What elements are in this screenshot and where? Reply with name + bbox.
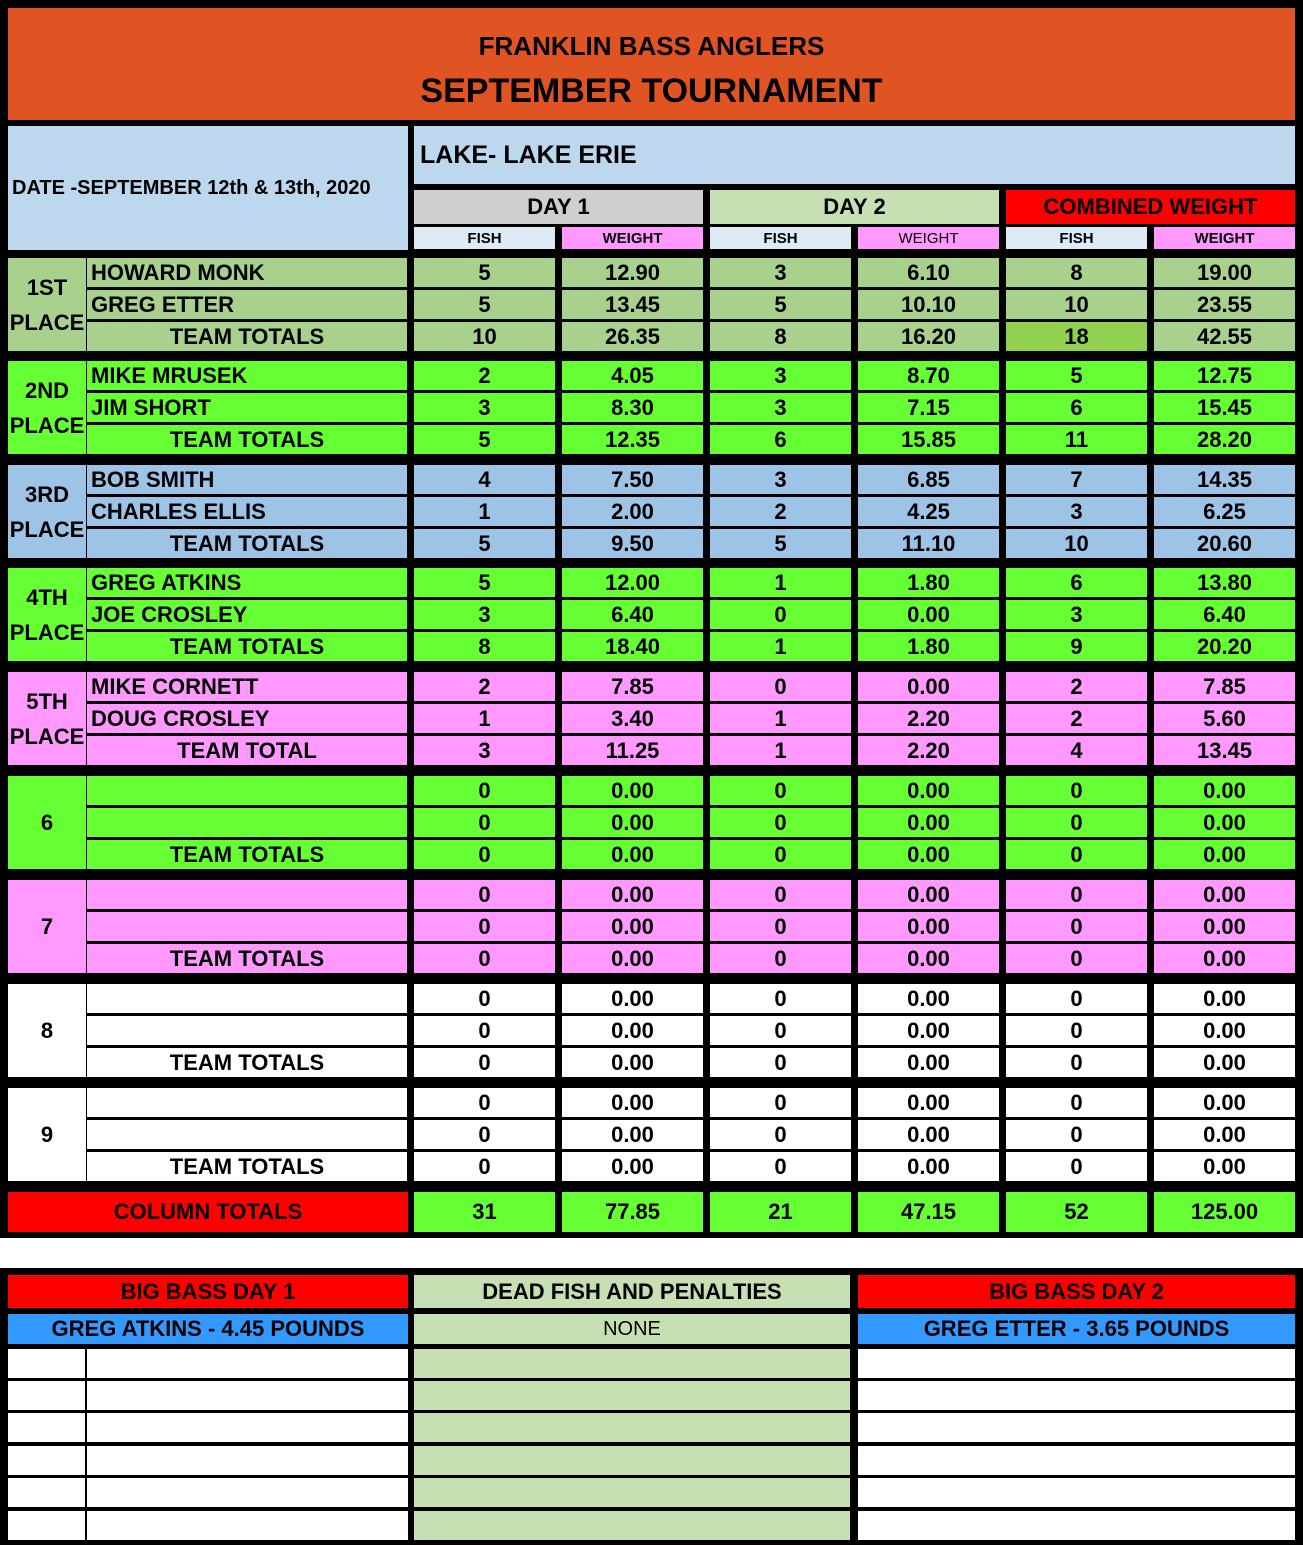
value-d2w: 6.10 — [858, 258, 999, 287]
blank-cell — [8, 1511, 85, 1540]
day2-fish-subheader: FISH — [710, 227, 851, 249]
value-cw: 20.60 — [1154, 529, 1295, 558]
value-d1w: 9.50 — [562, 529, 703, 558]
value-d1w: 12.35 — [562, 425, 703, 454]
value-cw: 15.45 — [1154, 393, 1295, 422]
value-cw: 6.40 — [1154, 600, 1295, 629]
place-label-text: PLACE — [9, 309, 85, 335]
value-cf: 10 — [1006, 529, 1147, 558]
tournament-title: SEPTEMBER TOURNAMENT — [8, 62, 1295, 120]
value-d2w: 0.00 — [858, 672, 999, 701]
angler-name — [87, 984, 407, 1013]
value-cw: 0.00 — [1154, 840, 1295, 869]
blank-cell — [858, 1349, 1295, 1378]
value-d1w: 18.40 — [562, 632, 703, 661]
value-cw: 0.00 — [1154, 776, 1295, 805]
place-label-text: 8 — [40, 1018, 54, 1043]
angler-name: BOB SMITH — [87, 465, 407, 494]
total-d1f: 31 — [414, 1192, 555, 1232]
blank-cell — [87, 1478, 408, 1507]
place-label-text: PLACE — [9, 723, 85, 749]
value-cw: 42.55 — [1154, 322, 1295, 351]
place-label-text: 5TH — [26, 688, 68, 714]
value-d2w: 10.10 — [858, 290, 999, 319]
value-cw: 23.55 — [1154, 290, 1295, 319]
column-totals-label: COLUMN TOTALS — [8, 1192, 408, 1232]
value-d1f: 0 — [414, 1120, 555, 1149]
place-label-text: 3RD — [24, 481, 69, 507]
blank-cell — [414, 1381, 850, 1410]
value-d2f: 2 — [710, 497, 851, 526]
blank-cell — [414, 1413, 850, 1442]
total-d1w: 77.85 — [562, 1192, 703, 1232]
angler-name: HOWARD MONK — [87, 258, 407, 287]
value-d1w: 26.35 — [562, 322, 703, 351]
value-d2w: 1.80 — [858, 568, 999, 597]
value-d1f: 5 — [414, 290, 555, 319]
value-d2f: 5 — [710, 290, 851, 319]
total-cf: 52 — [1006, 1192, 1147, 1232]
blank-cell — [414, 1478, 850, 1507]
value-d1w: 4.05 — [562, 361, 703, 390]
value-cw: 0.00 — [1154, 1152, 1295, 1181]
value-d2f: 0 — [710, 880, 851, 909]
value-d2f: 1 — [710, 568, 851, 597]
big-bass-day2-value: GREG ETTER - 3.65 POUNDS — [858, 1314, 1295, 1344]
value-cf: 5 — [1006, 361, 1147, 390]
value-cf: 0 — [1006, 880, 1147, 909]
place-label — [8, 568, 86, 661]
blank-cell — [87, 1413, 408, 1442]
value-d1w: 0.00 — [562, 880, 703, 909]
value-d1f: 1 — [414, 497, 555, 526]
angler-name: DOUG CROSLEY — [87, 704, 407, 733]
value-d2f: 1 — [710, 736, 851, 765]
value-d2w: 11.10 — [858, 529, 999, 558]
value-d2f: 1 — [710, 704, 851, 733]
value-d2f: 3 — [710, 361, 851, 390]
value-cf: 0 — [1006, 984, 1147, 1013]
value-d2w: 0.00 — [858, 1120, 999, 1149]
value-cw: 5.60 — [1154, 704, 1295, 733]
place-label-text: 9 — [40, 1122, 54, 1147]
dead-fish-header: DEAD FISH AND PENALTIES — [414, 1275, 850, 1308]
value-d1f: 3 — [414, 393, 555, 422]
value-d2w: 0.00 — [858, 1016, 999, 1045]
value-d1w: 0.00 — [562, 808, 703, 837]
value-d2w: 0.00 — [858, 984, 999, 1013]
value-d1w: 0.00 — [562, 912, 703, 941]
total-cw: 125.00 — [1154, 1192, 1295, 1232]
value-cf: 6 — [1006, 393, 1147, 422]
value-cf: 6 — [1006, 568, 1147, 597]
blank-cell — [8, 1381, 85, 1410]
value-d1f: 0 — [414, 880, 555, 909]
day1-weight-subheader: WEIGHT — [562, 227, 703, 249]
blank-cell — [858, 1478, 1295, 1507]
value-d2f: 0 — [710, 912, 851, 941]
blank-cell — [858, 1381, 1295, 1410]
value-d2w: 0.00 — [858, 1048, 999, 1077]
value-d1f: 4 — [414, 465, 555, 494]
value-cw: 14.35 — [1154, 465, 1295, 494]
value-cf: 0 — [1006, 1016, 1147, 1045]
value-d2f: 0 — [710, 672, 851, 701]
value-d1f: 0 — [414, 1048, 555, 1077]
value-d1w: 12.00 — [562, 568, 703, 597]
value-d2f: 5 — [710, 529, 851, 558]
value-d1f: 0 — [414, 1016, 555, 1045]
team-totals-label: TEAM TOTALS — [87, 1048, 407, 1077]
value-d1w: 0.00 — [562, 840, 703, 869]
value-d2f: 0 — [710, 1048, 851, 1077]
angler-name — [87, 880, 407, 909]
value-d1w: 7.85 — [562, 672, 703, 701]
angler-name: CHARLES ELLIS — [87, 497, 407, 526]
value-d1f: 3 — [414, 736, 555, 765]
value-d2f: 1 — [710, 632, 851, 661]
place-label — [8, 984, 86, 1077]
blank-cell — [87, 1446, 408, 1475]
blank-cell — [858, 1511, 1295, 1540]
value-d2w: 2.20 — [858, 736, 999, 765]
value-d1f: 10 — [414, 322, 555, 351]
blank-cell — [87, 1511, 408, 1540]
place-label-text: PLACE — [9, 516, 85, 542]
blank-cell — [414, 1349, 850, 1378]
value-d1f: 0 — [414, 808, 555, 837]
club-name: FRANKLIN BASS ANGLERS — [8, 8, 1295, 68]
value-d2f: 0 — [710, 1088, 851, 1117]
place-label — [8, 1088, 86, 1181]
value-cf: 2 — [1006, 672, 1147, 701]
place-label — [8, 258, 86, 351]
value-cf: 7 — [1006, 465, 1147, 494]
value-cw: 0.00 — [1154, 808, 1295, 837]
value-d2f: 0 — [710, 1152, 851, 1181]
blank-cell — [8, 1349, 85, 1378]
angler-name: MIKE MRUSEK — [87, 361, 407, 390]
value-d1f: 2 — [414, 672, 555, 701]
lake-label: LAKE- LAKE ERIE — [414, 126, 1295, 184]
angler-name: GREG ATKINS — [87, 568, 407, 597]
value-d2f: 3 — [710, 258, 851, 287]
combined-weight-header: COMBINED WEIGHT — [1006, 190, 1295, 224]
value-d1f: 0 — [414, 912, 555, 941]
value-cw: 0.00 — [1154, 1016, 1295, 1045]
value-d2f: 0 — [710, 1016, 851, 1045]
value-d1f: 0 — [414, 984, 555, 1013]
value-cw: 28.20 — [1154, 425, 1295, 454]
value-d2f: 0 — [710, 776, 851, 805]
value-cf: 4 — [1006, 736, 1147, 765]
angler-name: MIKE CORNETT — [87, 672, 407, 701]
combined-weight-subheader: WEIGHT — [1154, 227, 1295, 249]
value-d2w: 16.20 — [858, 322, 999, 351]
big-bass-day1-value: GREG ATKINS - 4.45 POUNDS — [8, 1314, 408, 1344]
value-d2w: 6.85 — [858, 465, 999, 494]
angler-name — [87, 912, 407, 941]
value-d1w: 0.00 — [562, 1120, 703, 1149]
value-d2f: 0 — [710, 1120, 851, 1149]
value-d1w: 0.00 — [562, 944, 703, 973]
blank-cell — [8, 1446, 85, 1475]
value-cw: 0.00 — [1154, 944, 1295, 973]
value-cf: 9 — [1006, 632, 1147, 661]
total-d2f: 21 — [710, 1192, 851, 1232]
team-totals-label: TEAM TOTAL — [87, 736, 407, 765]
value-d2w: 0.00 — [858, 808, 999, 837]
place-label-text: 6 — [40, 810, 54, 835]
day1-header: DAY 1 — [414, 190, 703, 224]
value-cw: 0.00 — [1154, 1048, 1295, 1077]
value-d1f: 5 — [414, 258, 555, 287]
value-cf: 0 — [1006, 944, 1147, 973]
value-d1w: 0.00 — [562, 776, 703, 805]
value-cw: 0.00 — [1154, 1088, 1295, 1117]
blank-cell — [87, 1381, 408, 1410]
value-d1f: 5 — [414, 568, 555, 597]
value-cf: 0 — [1006, 1088, 1147, 1117]
value-d1f: 5 — [414, 529, 555, 558]
day1-fish-subheader: FISH — [414, 227, 555, 249]
value-d1w: 3.40 — [562, 704, 703, 733]
value-d1w: 6.40 — [562, 600, 703, 629]
value-d2w: 2.20 — [858, 704, 999, 733]
value-cw: 7.85 — [1154, 672, 1295, 701]
value-d2w: 0.00 — [858, 840, 999, 869]
blank-cell — [8, 1478, 85, 1507]
value-d1f: 0 — [414, 944, 555, 973]
value-d2w: 7.15 — [858, 393, 999, 422]
value-d2w: 15.85 — [858, 425, 999, 454]
place-label-text: PLACE — [9, 619, 85, 645]
value-d2f: 3 — [710, 465, 851, 494]
angler-name — [87, 808, 407, 837]
place-label-text: 4TH — [26, 584, 68, 610]
blank-cell — [87, 1349, 408, 1378]
value-cw: 0.00 — [1154, 880, 1295, 909]
title-divider — [408, 126, 414, 250]
place-label — [8, 465, 86, 558]
value-cw: 20.20 — [1154, 632, 1295, 661]
angler-name: JIM SHORT — [87, 393, 407, 422]
value-d2f: 0 — [710, 840, 851, 869]
value-d1f: 0 — [414, 1152, 555, 1181]
value-d1f: 5 — [414, 425, 555, 454]
value-cw: 0.00 — [1154, 984, 1295, 1013]
team-totals-label: TEAM TOTALS — [87, 1152, 407, 1181]
value-d2w: 4.25 — [858, 497, 999, 526]
value-d2f: 3 — [710, 393, 851, 422]
value-d1f: 0 — [414, 840, 555, 869]
team-totals-label: TEAM TOTALS — [87, 944, 407, 973]
day2-weight-subheader: WEIGHT — [858, 227, 999, 249]
value-d1w: 11.25 — [562, 736, 703, 765]
value-cf: 2 — [1006, 704, 1147, 733]
value-d1w: 0.00 — [562, 1152, 703, 1181]
blank-cell — [858, 1413, 1295, 1442]
value-d1w: 12.90 — [562, 258, 703, 287]
value-d2f: 0 — [710, 600, 851, 629]
angler-name — [87, 1088, 407, 1117]
angler-name — [87, 1016, 407, 1045]
angler-name: GREG ETTER — [87, 290, 407, 319]
place-label-text: 1ST — [26, 274, 68, 300]
blank-cell — [8, 1413, 85, 1442]
big-bass-day2-header: BIG BASS DAY 2 — [858, 1275, 1295, 1308]
value-cw: 6.25 — [1154, 497, 1295, 526]
value-d2f: 8 — [710, 322, 851, 351]
value-d1f: 8 — [414, 632, 555, 661]
value-cf: 0 — [1006, 1048, 1147, 1077]
value-cw: 0.00 — [1154, 1120, 1295, 1149]
blank-cell — [414, 1511, 850, 1540]
value-d2f: 0 — [710, 944, 851, 973]
place-label-text: 2ND — [24, 377, 69, 403]
place-label — [8, 672, 86, 765]
team-totals-label: TEAM TOTALS — [87, 322, 407, 351]
value-cw: 19.00 — [1154, 258, 1295, 287]
team-totals-label: TEAM TOTALS — [87, 425, 407, 454]
team-totals-label: TEAM TOTALS — [87, 840, 407, 869]
place-label-text: 7 — [40, 914, 54, 939]
blank-cell — [858, 1446, 1295, 1475]
value-cw: 12.75 — [1154, 361, 1295, 390]
value-d2f: 0 — [710, 808, 851, 837]
value-d1w: 0.00 — [562, 1048, 703, 1077]
value-cf: 0 — [1006, 776, 1147, 805]
value-cf: 11 — [1006, 425, 1147, 454]
angler-name: JOE CROSLEY — [87, 600, 407, 629]
value-cf: 3 — [1006, 600, 1147, 629]
value-d1f: 0 — [414, 776, 555, 805]
value-d1f: 0 — [414, 1088, 555, 1117]
value-d1w: 8.30 — [562, 393, 703, 422]
value-cw: 13.45 — [1154, 736, 1295, 765]
value-d2w: 0.00 — [858, 1088, 999, 1117]
value-cf: 18 — [1006, 322, 1147, 351]
date-label: DATE -SEPTEMBER 12th & 13th, 2020 — [8, 126, 408, 250]
blank-cell — [414, 1446, 850, 1475]
value-cf: 0 — [1006, 1120, 1147, 1149]
combined-fish-subheader: FISH — [1006, 227, 1147, 249]
value-cw: 0.00 — [1154, 912, 1295, 941]
value-cf: 0 — [1006, 840, 1147, 869]
value-d2f: 0 — [710, 984, 851, 1013]
value-d2w: 1.80 — [858, 632, 999, 661]
value-cf: 8 — [1006, 258, 1147, 287]
value-d2w: 0.00 — [858, 912, 999, 941]
team-totals-label: TEAM TOTALS — [87, 529, 407, 558]
value-cf: 10 — [1006, 290, 1147, 319]
big-bass-day1-header: BIG BASS DAY 1 — [8, 1275, 408, 1308]
angler-name — [87, 776, 407, 805]
value-d1f: 3 — [414, 600, 555, 629]
place-label-text: PLACE — [9, 412, 85, 438]
value-d2w: 0.00 — [858, 944, 999, 973]
value-d1w: 0.00 — [562, 1016, 703, 1045]
value-d1f: 1 — [414, 704, 555, 733]
value-d1w: 0.00 — [562, 1088, 703, 1117]
value-d2w: 0.00 — [858, 1152, 999, 1181]
value-d2w: 8.70 — [858, 361, 999, 390]
day2-header: DAY 2 — [710, 190, 999, 224]
value-d2w: 0.00 — [858, 600, 999, 629]
value-d2w: 0.00 — [858, 776, 999, 805]
value-d2f: 6 — [710, 425, 851, 454]
value-d2w: 0.00 — [858, 880, 999, 909]
value-cf: 0 — [1006, 1152, 1147, 1181]
value-d1w: 13.45 — [562, 290, 703, 319]
value-d1w: 7.50 — [562, 465, 703, 494]
angler-name — [87, 1120, 407, 1149]
value-d1w: 2.00 — [562, 497, 703, 526]
place-label — [8, 880, 86, 973]
value-cw: 13.80 — [1154, 568, 1295, 597]
team-totals-label: TEAM TOTALS — [87, 632, 407, 661]
value-d1w: 0.00 — [562, 984, 703, 1013]
value-cf: 0 — [1006, 912, 1147, 941]
value-d1f: 2 — [414, 361, 555, 390]
value-cf: 3 — [1006, 497, 1147, 526]
place-label — [8, 776, 86, 869]
place-label — [8, 361, 86, 454]
total-d2w: 47.15 — [858, 1192, 999, 1232]
dead-fish-value: NONE — [414, 1314, 850, 1344]
value-cf: 0 — [1006, 808, 1147, 837]
